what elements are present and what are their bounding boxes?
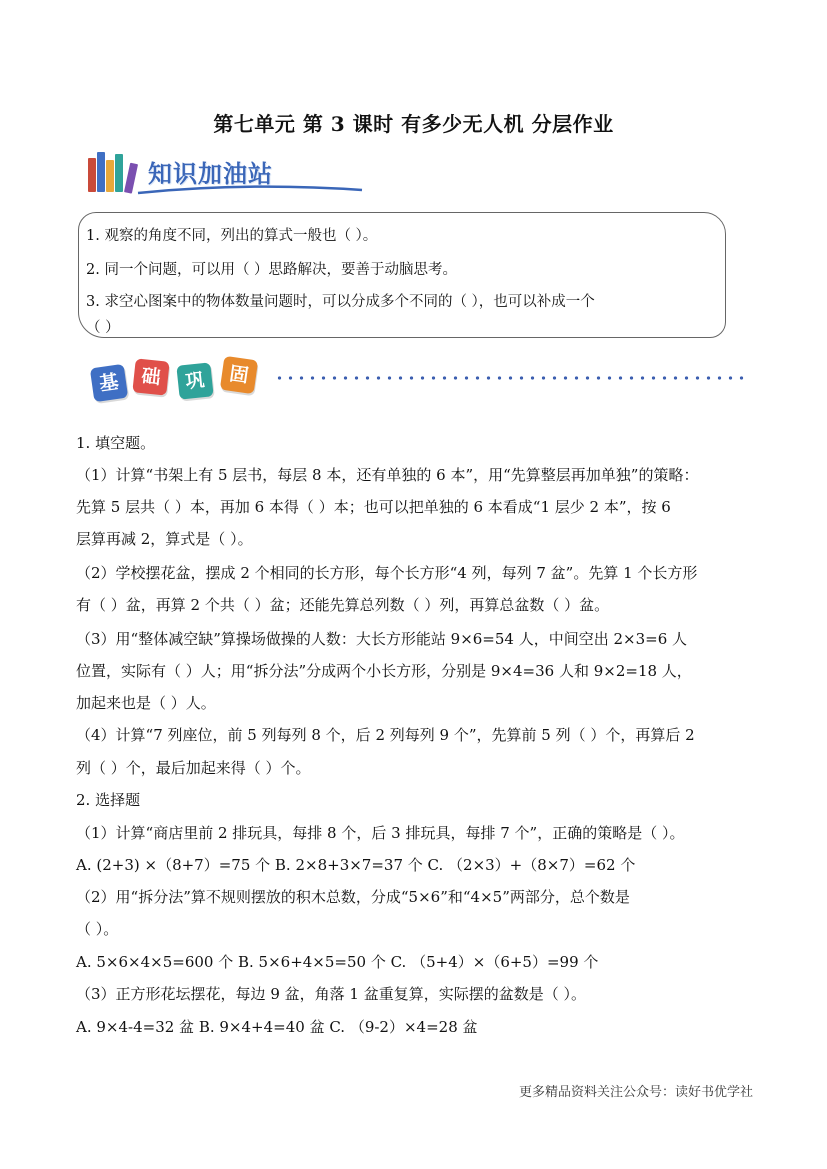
question-line: 2. 选择题 <box>76 791 141 809</box>
question-line: （3）用“整体减空缺”算操场做操的人数：大长方形能站 9×6=54 人，中间空出 2×3=6 人 <box>76 630 688 648</box>
question-line: 位置，实际有（ ）人；用“拆分法”分成两个小长方形，分别是 9×4=36 人和 9×2=18 人， <box>76 662 692 680</box>
page-title: 第七单元 第 3 课时 有多少无人机 分层作业 <box>213 112 614 136</box>
knowledge-station-banner <box>88 150 318 196</box>
basics-banner <box>86 354 746 404</box>
dotted-divider <box>274 376 744 380</box>
question-line: （ ）。 <box>76 920 119 938</box>
question-line: （1）计算“书架上有 5 层书，每层 8 本，还有单独的 6 本”，用“先算整层再加单独”的策略： <box>76 466 699 484</box>
knowledge-item: 2. 同一个问题，可以用（ ）思路解决，要善于动脑思考。 <box>86 262 458 278</box>
knowledge-item: 1. 观察的角度不同，列出的算式一般也（ ）。 <box>86 228 378 244</box>
question-line: （4）计算“7 列座位，前 5 列每列 8 个，后 2 列每列 9 个”，先算前 5 列（ ）个，再算后 2 <box>76 726 695 744</box>
knowledge-station-label: 知识加油站 <box>148 160 273 188</box>
question-line: （2）学校摆花盆，摆成 2 个相同的长方形，每个长方形“4 列，每列 7 盆”。先算 1 个长方形 <box>76 564 698 582</box>
knowledge-item: 3. 求空心图案中的物体数量问题时，可以分成多个不同的（ ），也可以补成一个 <box>86 294 595 310</box>
banner-swoosh <box>136 184 366 196</box>
question-line: 1. 填空题。 <box>76 434 156 452</box>
question-line: 有（ ）盆，再算 2 个共（ ）盆；还能先算总列数（ ）列，再算总盆数（ ）盆。 <box>76 596 610 614</box>
knowledge-item: （ ） <box>86 320 120 336</box>
basics-tile: 巩 <box>176 362 213 399</box>
books-icon <box>88 152 138 192</box>
answer-options: A. (2+3) ×（8+7）=75 个 B. 2×8+3×7=37 个 C. （2×3）+（8×7）=62 个 <box>76 856 636 874</box>
question-line: 层算再减 2，算式是（ ）。 <box>76 530 253 548</box>
question-line: （3）正方形花坛摆花，每边 9 盆，角落 1 盆重复算，实际摆的盆数是（ ）。 <box>76 985 586 1003</box>
question-line: 加起来也是（ ）人。 <box>76 694 216 712</box>
basics-tile: 固 <box>220 356 258 394</box>
question-line: 先算 5 层共（ ）本，再加 6 本得（ ）本；也可以把单独的 6 本看成“1 层少 2 本”，按 6 <box>76 498 671 516</box>
footer-note: 更多精品资料关注公众号：读好书优学社 <box>518 1085 753 1100</box>
answer-options: A. 5×6×4×5=600 个 B. 5×6+4×5=50 个 C. （5+4）×（6+5）=99 个 <box>76 953 599 971</box>
answer-options: A. 9×4-4=32 盆 B. 9×4+4=40 盆 C. （9-2）×4=28 盆 <box>76 1018 478 1036</box>
question-line: （2）用“拆分法”算不规则摆放的积木总数，分成“5×6”和“4×5”两部分，总个数是 <box>76 888 630 906</box>
question-line: （1）计算“商店里前 2 排玩具，每排 8 个，后 3 排玩具，每排 7 个”，正确的策略是（ ）。 <box>76 824 685 842</box>
basics-tile: 基 <box>90 364 128 402</box>
question-line: 列（ ）个，最后加起来得（ ）个。 <box>76 759 311 777</box>
basics-tile: 础 <box>132 358 169 395</box>
